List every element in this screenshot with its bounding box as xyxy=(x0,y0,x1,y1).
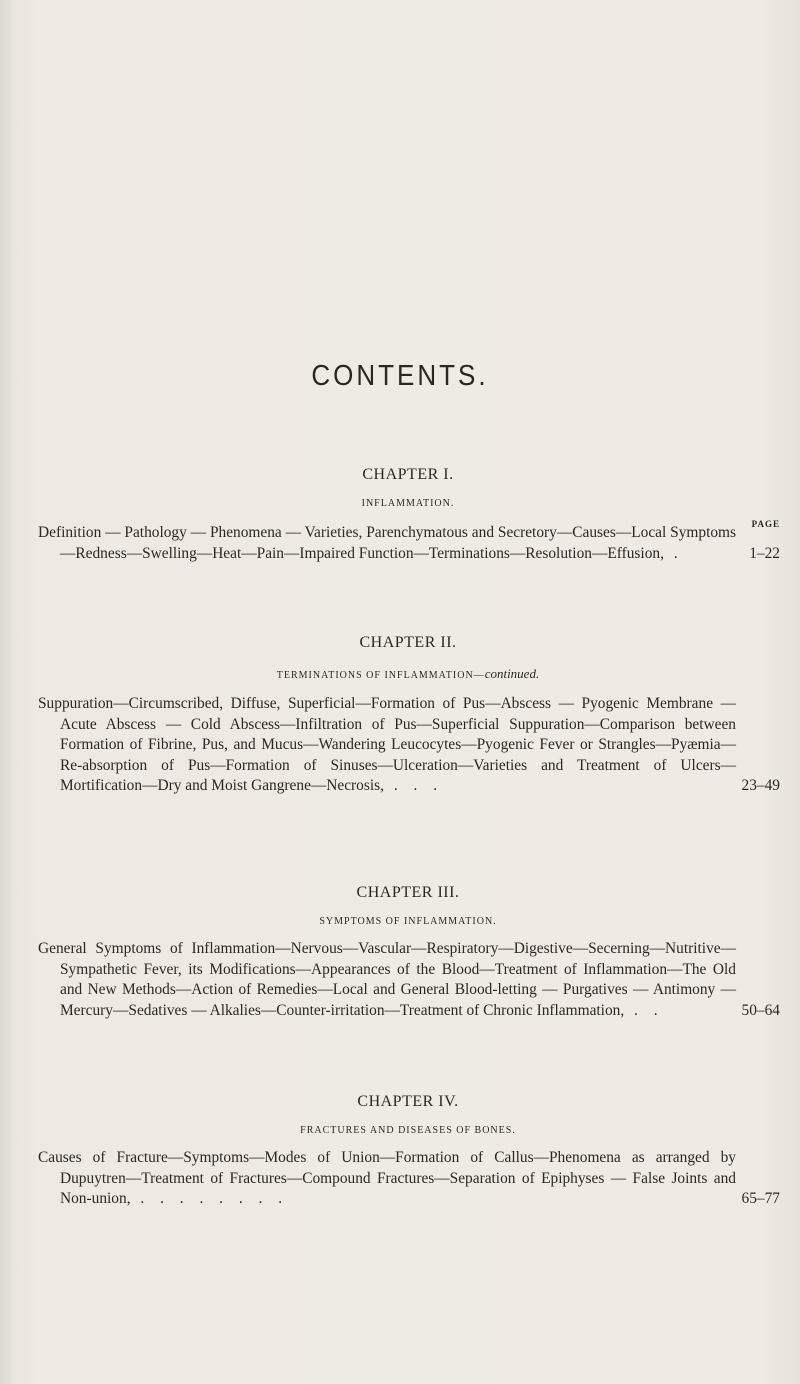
chapter-subtitle xyxy=(38,498,798,509)
chapter-summary xyxy=(38,1148,798,1210)
chapter-heading: CHAPTER II. xyxy=(359,634,457,651)
chapter-subtitle-text: INFLAMMATION. xyxy=(361,498,455,509)
page-range: 50–64 xyxy=(741,1001,780,1019)
page-range: 65–77 xyxy=(741,1190,780,1208)
chapter-2 xyxy=(38,634,798,797)
chapter-subtitle-continued: continued. xyxy=(484,666,540,681)
page-range: 1–22 xyxy=(749,544,780,562)
chapter-subtitle-text: SYMPTOMS OF INFLAMMATION. xyxy=(319,916,497,927)
dot-leaders: . xyxy=(663,544,684,562)
chapter-subtitle xyxy=(38,1125,798,1136)
chapter-summary-text: Causes of Fracture—Symptoms—Modes of Union—Formation of Callus—Phenomena as arranged by Dupuytren—Treatment of Fractures—Compound Fractures—Separation of Epiphyses — False Joints and Non-union, xyxy=(38,1149,736,1208)
chapter-heading: CHAPTER I. xyxy=(362,466,454,483)
chapter-summary-text: Suppuration—Circumscribed, Diffuse, Superficial—Formation of Pus—Abscess — Pyogenic Membrane — Acute Abscess — Cold Abscess—Infiltration of Pus—Superficial Suppuration—Comparison between Formation of Fibrine, Pus, and Mucus—Wandering Leucocytes—Pyogenic Fever or Strangles—Pyæmia—Re-absorption of Pus—Formation of Sinuses—Ulceration—Varieties and Treatment of Ulcers—Mortification—Dry and Moist Gangrene—Necrosis, xyxy=(38,695,736,795)
chapter-1 xyxy=(38,466,798,564)
dot-leaders: . . . . . . . . xyxy=(130,1190,289,1208)
chapter-summary xyxy=(38,523,798,564)
chapter-summary-text: Definition — Pathology — Phenomena — Varieties, Parenchymatous and Secretory—Causes—Local Symptoms—Redness—Swelling—Heat—Pain—Impaired Function—Terminations—Resolution—Effusion, xyxy=(38,524,736,562)
chapter-subtitle-text: FRACTURES AND DISEASES OF BONES. xyxy=(300,1125,516,1136)
chapter-summary xyxy=(38,939,798,1021)
chapter-heading: CHAPTER III. xyxy=(356,884,460,901)
chapter-heading: CHAPTER IV. xyxy=(357,1093,459,1110)
chapter-3 xyxy=(38,884,798,1021)
page-column-label: PAGE xyxy=(751,519,780,529)
chapter-subtitle xyxy=(38,916,798,927)
chapter-summary xyxy=(38,694,798,797)
chapter-summary-text: General Symptoms of Inflammation—Nervous—Vascular—Respiratory—Digestive—Secerning—Nutritive—Sympathetic Fever, its Modifications—Appearances of the Blood—Treatment of Inflammation—The Old and New Methods—Action of Remedies—Local and General Blood-letting — Purgatives — Antimony — Mercury—Sedatives — Alkalies—Counter-irritation—Treatment of Chronic Inflammation, xyxy=(38,940,736,1019)
dot-leaders: . . . xyxy=(384,777,444,795)
page-range: 23–49 xyxy=(741,777,780,795)
chapter-subtitle-text: TERMINATIONS OF INFLAMMATION— xyxy=(276,670,485,681)
dot-leaders: . . xyxy=(624,1001,664,1019)
chapter-4 xyxy=(38,1093,798,1210)
chapter-subtitle xyxy=(38,666,798,682)
page-title: CONTENTS. xyxy=(311,358,489,392)
